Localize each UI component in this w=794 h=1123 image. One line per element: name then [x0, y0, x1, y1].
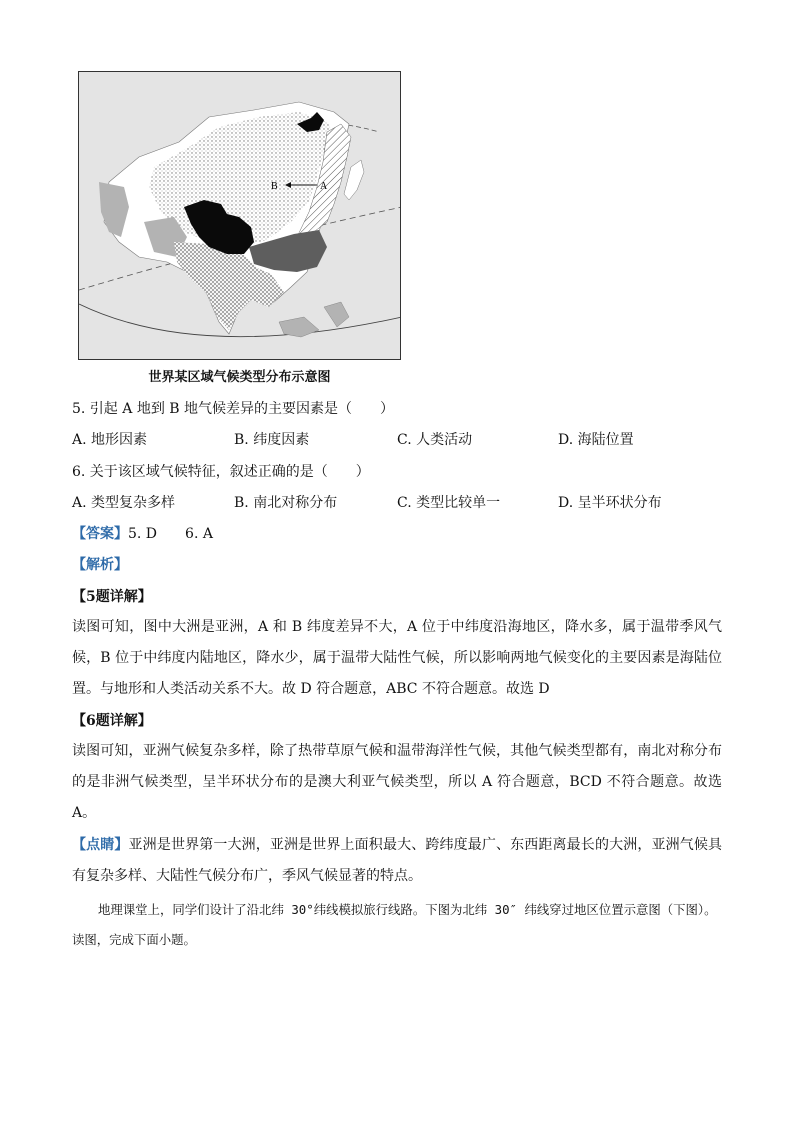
- q6-option-c: C. 类型比较单一: [397, 495, 501, 511]
- detail5-heading: 【5题详解】: [72, 589, 152, 605]
- detail6-heading: 【6题详解】: [72, 713, 152, 729]
- climate-map: [78, 71, 401, 360]
- answer-line: [72, 524, 724, 544]
- analysis-heading: 【解析】: [72, 557, 128, 573]
- label-b: B: [271, 181, 278, 192]
- comment-paragraph: [72, 830, 722, 892]
- q6-option-b: B. 南北对称分布: [234, 495, 338, 511]
- next-section-intro: 地理课堂上，同学们设计了沿北纬 30°纬线模拟旅行线路。下图为北纬 30″ 纬线穿过地区位置示意图（下图）。读图，完成下面小题。: [72, 902, 717, 947]
- q5-option-a: A. 地形因素: [72, 432, 148, 448]
- detail5-text: 读图可知，图中大洲是亚洲，A 和 B 纬度差异不大，A 位于中纬度沿海地区，降水多，属于温带季风气候，B 位于中纬度内陆地区，降水少，属于温带大陆性气候，所以影响两地气候变化的主要因素是海陆位置。与地形和人类活动关系不大。故 D 符合题意，ABC 不符合题意。故选 D: [72, 619, 722, 697]
- q6-option-d: D. 呈半环状分布: [558, 495, 662, 511]
- comment-label: 【点睛】: [72, 837, 129, 853]
- q5-stem: 5. 引起 A 地到 B 地气候差异的主要因素是（ ）: [72, 401, 395, 417]
- climate-map-svg: [79, 72, 401, 360]
- q6-stem: 6. 关于该区域气候特征，叙述正确的是（ ）: [72, 464, 370, 480]
- q5-option-d: D. 海陆位置: [558, 432, 634, 448]
- comment-text: 亚洲是世界第一大洲，亚洲是世界上面积最大、跨纬度最广、东西距离最长的大洲，亚洲气候具有复杂多样、大陆性气候分布广，季风气候显著的特点。: [72, 837, 723, 884]
- q5-option-b: B. 纬度因素: [234, 432, 310, 448]
- answer-label: 【答案】: [72, 526, 128, 542]
- detail6-text: 读图可知，亚洲气候复杂多样，除了热带草原气候和温带海洋性气候，其他气候类型都有，南北对称分布的是非洲气候类型，呈半环状分布的是澳大利亚气候类型，所以 A 符合题意，BCD 不符合题意。故选 A。: [72, 743, 722, 821]
- figure-caption: 世界某区域气候类型分布示意图: [148, 370, 331, 385]
- label-a: A: [320, 181, 328, 192]
- answer-text: 5. D 6. A: [128, 526, 213, 542]
- q6-option-a: A. 类型复杂多样: [72, 495, 176, 511]
- q5-option-c: C. 人类活动: [397, 432, 473, 448]
